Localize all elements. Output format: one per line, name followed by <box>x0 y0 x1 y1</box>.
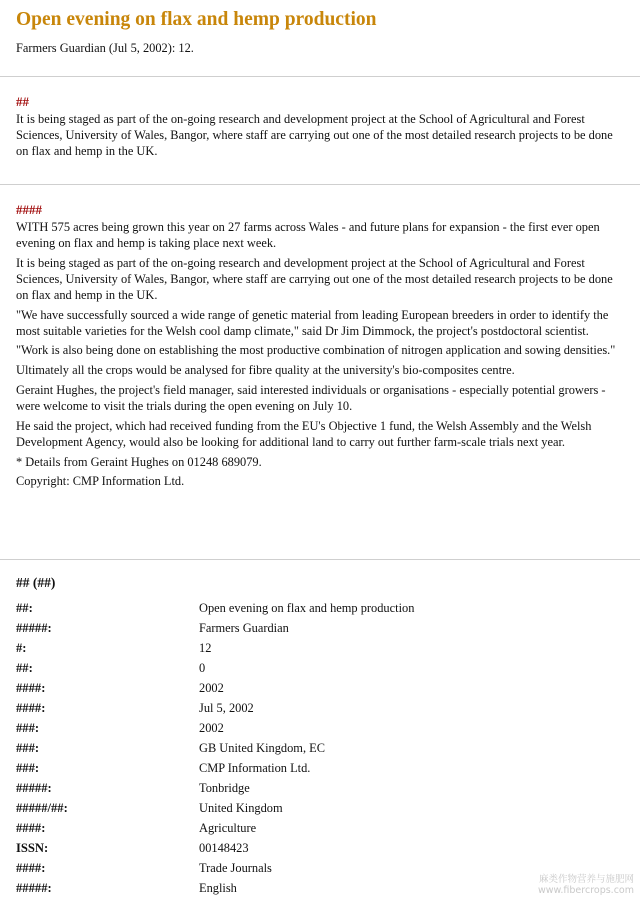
details-label: ###: <box>16 761 40 775</box>
abstract-text: It is being staged as part of the on-going research and development project at the School of Agricultural and Forest Sciences, University of Wales, Bangor, where staff are carrying out one of the most detailed research projects to be done on flax and hemp in the UK. <box>16 112 613 158</box>
details-heading: ## (##) <box>16 575 56 590</box>
details-value: English <box>199 881 237 895</box>
details-label: #####: <box>16 621 52 635</box>
details-label: ####: <box>16 861 46 875</box>
details-label: ####: <box>16 681 46 695</box>
details-value: United Kingdom <box>199 801 283 815</box>
details-value: Tonbridge <box>199 781 250 795</box>
details-label: #####: <box>16 881 52 895</box>
details-label: ##: <box>16 661 33 675</box>
full-text-section <box>16 202 626 493</box>
details-value: CMP Information Ltd. <box>199 761 311 775</box>
details-value: Open evening on flax and hemp production <box>199 601 415 615</box>
details-value: 2002 <box>199 681 224 695</box>
divider <box>0 76 640 77</box>
details-row <box>16 638 626 658</box>
details-row <box>16 818 626 838</box>
details-row <box>16 858 626 878</box>
full-text-paragraph: "We have successfully sourced a wide range of genetic material from leading European breeders in order to identify the most suitable varieties for the Welsh cool damp climate," said Dr Jim Dimmock, the project's postdoctoral scientist. <box>16 307 609 338</box>
details-value: Trade Journals <box>199 861 272 875</box>
details-value: 0 <box>199 661 206 675</box>
full-text-paragraph: WITH 575 acres being grown this year on 27 farms across Wales - and future plans for expansion - the first ever open evening on flax and hemp is taking place next week. <box>16 220 600 250</box>
details-label: #####/##: <box>16 801 68 815</box>
abstract-heading: ## <box>16 94 29 109</box>
copyright-notice: Copyright: CMP Information Ltd. <box>16 474 185 489</box>
details-label: ISSN: <box>16 841 49 855</box>
full-text-paragraph: He said the project, which had received funding from the EU's Objective 1 fund, the Welsh Assembly and the Welsh Development Agency, would also be looking for additional land to carry out further farm-scale trials next year. <box>16 418 592 449</box>
details-value: Agriculture <box>199 821 257 835</box>
details-value: Jul 5, 2002 <box>199 701 254 715</box>
details-row <box>16 838 626 858</box>
details-row <box>16 738 626 758</box>
details-label: ##: <box>16 601 33 615</box>
divider <box>0 184 640 185</box>
divider <box>0 559 640 560</box>
details-row <box>16 598 626 618</box>
details-value: 12 <box>199 641 212 655</box>
full-text-heading: #### <box>16 202 42 217</box>
article-title: Open evening on flax and hemp production <box>16 9 377 30</box>
abstract-section <box>16 94 626 163</box>
details-label: #####: <box>16 781 52 795</box>
details-table <box>16 598 626 898</box>
details-row <box>16 718 626 738</box>
details-value: Farmers Guardian <box>199 621 289 635</box>
watermark-line: 麻类作物营养与施肥网 <box>538 874 634 885</box>
site-watermark <box>538 874 634 896</box>
details-label: #: <box>16 641 27 655</box>
details-label: ####: <box>16 701 46 715</box>
details-row <box>16 758 626 778</box>
details-row <box>16 798 626 818</box>
details-value: 00148423 <box>199 841 249 855</box>
watermark-line: www.fibercrops.com <box>537 885 634 896</box>
full-text-paragraph: "Work is also being done on establishing the most productive combination of nitrogen application and sowing densities." <box>16 343 616 358</box>
details-row <box>16 658 626 678</box>
full-text-paragraph: Ultimately all the crops would be analysed for fibre quality at the university's bio-composites centre. <box>16 363 515 378</box>
details-label: ###: <box>16 721 40 735</box>
details-row <box>16 678 626 698</box>
details-row <box>16 698 626 718</box>
details-label: ###: <box>16 741 40 755</box>
details-label: ####: <box>16 821 46 835</box>
full-text-paragraph: * Details from Geraint Hughes on 01248 689079. <box>16 454 262 469</box>
article-citation: Farmers Guardian (Jul 5, 2002): 12. <box>16 41 194 55</box>
details-value: GB United Kingdom, EC <box>199 741 325 755</box>
full-text-paragraph: It is being staged as part of the on-going research and development project at the School of Agricultural and Forest Sciences, University of Wales, Bangor, where staff are carrying out one of the most detailed research projects to be done on flax and hemp in the UK. <box>16 255 613 302</box>
details-value: 2002 <box>199 721 224 735</box>
details-row <box>16 878 626 898</box>
details-row <box>16 618 626 638</box>
details-row <box>16 778 626 798</box>
full-text-paragraph: Geraint Hughes, the project's field manager, said interested individuals or organisations - especially potential growers - were welcome to visit the trials during the open evening on July 10. <box>16 382 606 413</box>
